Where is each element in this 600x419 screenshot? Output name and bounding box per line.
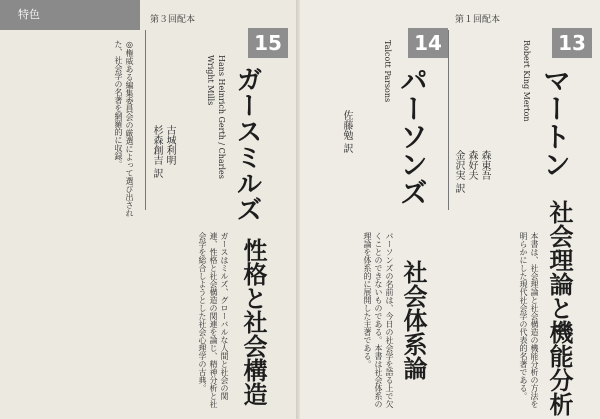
title-merton: マートン xyxy=(539,66,572,178)
title-parsons: パーソンズ xyxy=(396,66,429,206)
left-body-main: ガースはミルズ、グローバルな人間と社会の関連、性格と社会構造の関連を論じ、精神分析と社会学を総合しようとした社会心理学の古典。 xyxy=(198,232,229,408)
left-title: ガースミルズ xyxy=(232,66,262,222)
right-divider xyxy=(448,30,449,210)
parsons-author-block: Talcott Parsons xyxy=(383,40,392,103)
left-divider xyxy=(145,30,146,210)
left-author-block: Hans Heinrich Gerth / Charles Wright Mills xyxy=(206,55,226,179)
subtitle-merton: 社会理論と機能分析 xyxy=(545,200,573,416)
merton-translators: 森東吾 森好夫 金沢実 訳 xyxy=(453,150,490,194)
parsons-translator: 佐藤勉 訳 xyxy=(341,110,352,154)
left-body-intro: ◎権威ある編集委員会の厳選によって選び出された、社会学の名著を網羅的に収録。 xyxy=(114,40,134,217)
left-subtitle: 性格と社会構造 xyxy=(239,238,267,406)
merton-body: 本書は、社会理論と社会構造の機能分析の方法を明らかにした現代社会学の代表的名著である。 xyxy=(519,232,539,408)
right-page-header: 第１回配本 xyxy=(455,15,501,25)
feature-badge-label: 特色 xyxy=(18,8,40,21)
merton-author-block: Robert King Merton xyxy=(522,40,531,122)
volume-number-14: 14 xyxy=(408,28,448,58)
parsons-body: パーソンズの名前は、今日の社会学を語る上で欠くことのできないものである。本書は社会体系の理論を体系的に展開した主著である。 xyxy=(363,232,394,408)
right-page xyxy=(300,0,600,419)
left-page-header: 第３回配本 xyxy=(150,15,196,25)
volume-number-15: 15 xyxy=(248,28,288,58)
feature-badge xyxy=(0,0,140,30)
volume-number-13: 13 xyxy=(552,28,592,58)
left-translators: 古城利明 杉森創吉 訳 xyxy=(151,125,175,179)
subtitle-parsons: 社会体系論 xyxy=(399,260,427,380)
